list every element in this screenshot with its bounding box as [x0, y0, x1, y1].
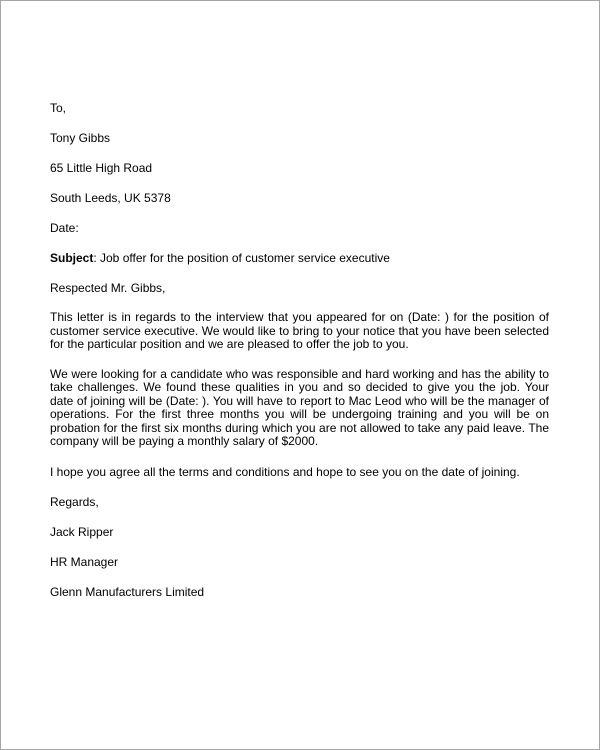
salutation-to: To, [50, 101, 67, 115]
closing: Regards, [50, 494, 99, 509]
subject-label: Subject [50, 251, 94, 265]
paragraph-1: This letter is in regards to the interview that you appeared for on (Date: ) for the position of customer service executive. We would like to bring to your notice that you have been selected for the particular position and we are pleased to offer the job to you. [50, 310, 549, 351]
date-line: Date: [50, 221, 79, 235]
sender-title: HR Manager [50, 554, 119, 569]
subject-line [50, 251, 549, 265]
paragraph-2: We were looking for a candidate who was responsible and hard working and has the ability to take challenges. We found these qualities in you and so decided to give you the job. Your date of joining will be (Date: ). You will have to report to Mac Leod who will be the manager of operations. For the first three months you will be undergoing training and you will be on probation for the first six months during which you are not allowed to take any paid leave. The company will be paying a monthly salary of $2000. [50, 366, 549, 448]
letter-body [50, 101, 549, 615]
paragraph-3: I hope you agree all the terms and conditions and hope to see you on the date of joining. [50, 464, 520, 479]
recipient-name: Tony Gibbs [50, 131, 111, 145]
greeting: Respected Mr. Gibbs, [50, 281, 166, 295]
address-line-2: South Leeds, UK 5378 [50, 191, 171, 205]
address-line-1: 65 Little High Road [50, 161, 153, 175]
subject-text: : Job offer for the position of customer service executive [93, 251, 390, 265]
sender-company: Glenn Manufacturers Limited [50, 584, 205, 599]
sender-name: Jack Ripper [50, 524, 114, 539]
